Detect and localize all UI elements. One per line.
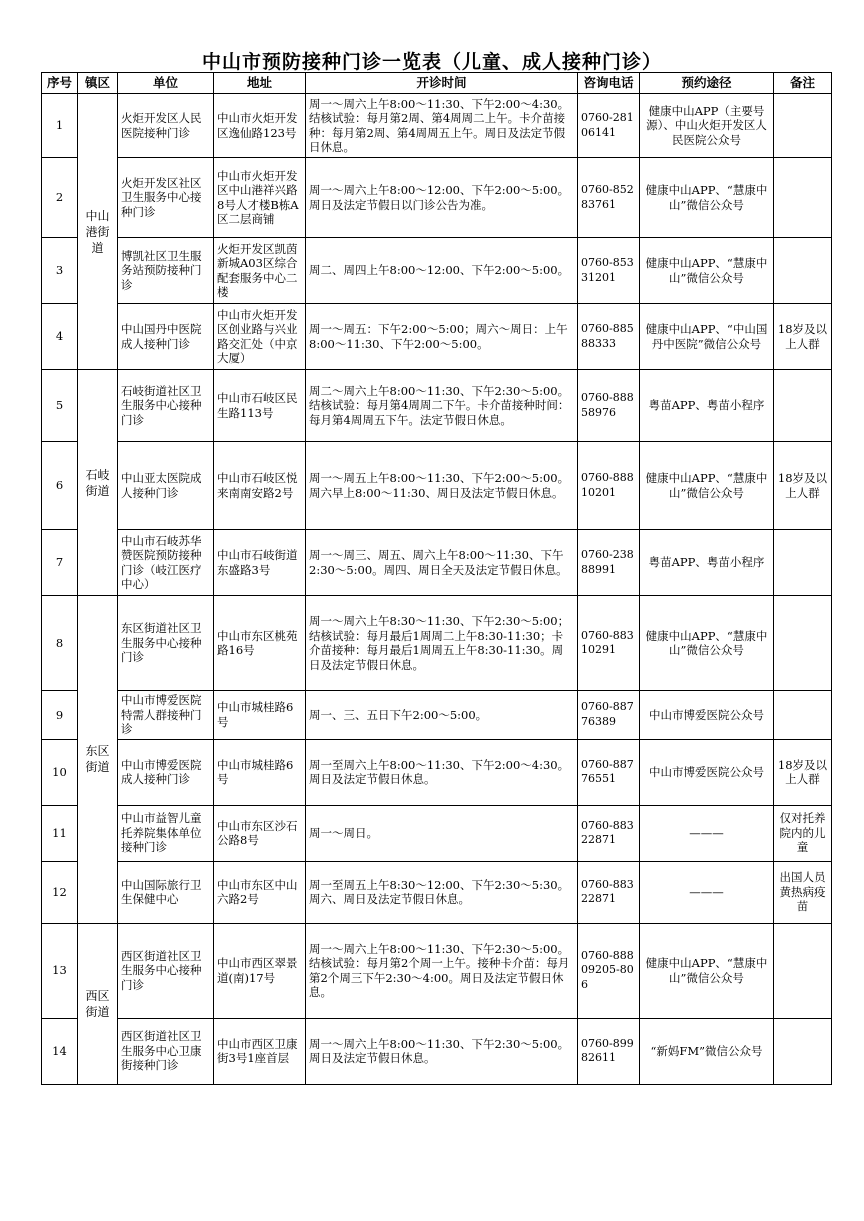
phone-cell: 0760-85331201	[578, 238, 640, 304]
address-cell: 中山市西区翠景道(南)17号	[214, 923, 306, 1018]
district-cell: 中山港街道	[78, 94, 118, 370]
hours-cell: 周二～周六上午8:00～11:30、下午2:30～5:00。结核试验：每月第4周周二下午。卡介苗接种时间：每月第4周周五下午。法定节假日休息。	[306, 370, 578, 442]
table-row	[42, 596, 832, 691]
address-cell: 中山市西区卫康街3号1座首层	[214, 1018, 306, 1084]
seq-cell: 5	[42, 370, 78, 442]
booking-cell: “新妈FM”微信公众号	[640, 1018, 774, 1084]
table-row	[42, 923, 832, 1018]
seq-cell: 3	[42, 238, 78, 304]
note-cell: 18岁及以上人群	[774, 442, 832, 530]
header-phone: 咨询电话	[578, 73, 640, 94]
hours-cell: 周一～周五上午8:00～11:30、下午2:00～5:00。周六早上8:00～11:30、周日及法定节假日休息。	[306, 442, 578, 530]
unit-cell: 西区街道社区卫生服务中心接种门诊	[118, 923, 214, 1018]
phone-cell: 0760-88809205-806	[578, 923, 640, 1018]
unit-cell: 石岐街道社区卫生服务中心接种门诊	[118, 370, 214, 442]
booking-cell: 健康中山APP、“中山国丹中医院”微信公众号	[640, 304, 774, 370]
hours-cell: 周一至周六上午8:00～11:30、下午2:00～4:30。周日及法定节假日休息。	[306, 739, 578, 805]
note-cell: 18岁及以上人群	[774, 739, 832, 805]
note-cell	[774, 596, 832, 691]
table-row	[42, 861, 832, 923]
district-cell: 石岐街道	[78, 370, 118, 596]
unit-cell: 火炬开发区人民医院接种门诊	[118, 94, 214, 158]
phone-cell: 0760-89982611	[578, 1018, 640, 1084]
note-cell: 出国人员黄热病疫苗	[774, 861, 832, 923]
hours-cell: 周一至周五上午8:30～12:00、下午2:30～5:30。周六、周日及法定节假日休息。	[306, 861, 578, 923]
phone-cell: 0760-88810201	[578, 442, 640, 530]
booking-cell: 中山市博爱医院公众号	[640, 691, 774, 740]
table-row	[42, 739, 832, 805]
note-cell	[774, 238, 832, 304]
unit-cell: 中山市博爱医院特需人群接种门诊	[118, 691, 214, 740]
address-cell: 中山市火炬开发区中山港祥兴路8号人才楼B栋A区二层商铺	[214, 158, 306, 238]
phone-cell: 0760-88776389	[578, 691, 640, 740]
header-note: 备注	[774, 73, 832, 94]
booking-cell: 健康中山APP、“慧康中山”微信公众号	[640, 238, 774, 304]
phone-cell: 0760-85283761	[578, 158, 640, 238]
header-district: 镇区	[78, 73, 118, 94]
address-cell: 中山市石岐区民生路113号	[214, 370, 306, 442]
note-cell: 仅对托养院内的儿童	[774, 805, 832, 861]
note-cell	[774, 94, 832, 158]
phone-cell: 0760-88322871	[578, 805, 640, 861]
table-row	[42, 238, 832, 304]
district-cell: 西区街道	[78, 923, 118, 1084]
hours-cell: 周二、周四上午8:00～12:00、下午2:00～5:00。	[306, 238, 578, 304]
booking-cell: ———	[640, 861, 774, 923]
address-cell: 中山市东区沙石公路8号	[214, 805, 306, 861]
table-row	[42, 691, 832, 740]
booking-cell: 粤苗APP、粤苗小程序	[640, 530, 774, 596]
hours-cell: 周一～周日。	[306, 805, 578, 861]
seq-cell: 1	[42, 94, 78, 158]
hours-cell: 周一～周六上午8:00～11:30、下午2:30～5:00。结核试验：每月第2个周一上午。接种卡介苗：每月第2个周三下午2:30～4:00。周日及法定节假日休息。	[306, 923, 578, 1018]
table-row	[42, 530, 832, 596]
seq-cell: 2	[42, 158, 78, 238]
address-cell: 中山市东区中山六路2号	[214, 861, 306, 923]
seq-cell: 13	[42, 923, 78, 1018]
note-cell: 18岁及以上人群	[774, 304, 832, 370]
header-booking: 预约途径	[640, 73, 774, 94]
address-cell: 中山市城桂路6号	[214, 691, 306, 740]
booking-cell: 健康中山APP、“慧康中山”微信公众号	[640, 158, 774, 238]
note-cell	[774, 691, 832, 740]
hours-cell: 周一～周五：下午2:00～5:00；周六～周日：上午8:00～11:30、下午2:00～5:00。	[306, 304, 578, 370]
table-row	[42, 370, 832, 442]
header-address: 地址	[214, 73, 306, 94]
phone-cell: 0760-28106141	[578, 94, 640, 158]
table-row	[42, 1018, 832, 1084]
booking-cell: 健康中山APP（主要号源）、中山火炬开发区人民医院公众号	[640, 94, 774, 158]
phone-cell: 0760-88858976	[578, 370, 640, 442]
note-cell	[774, 1018, 832, 1084]
hours-cell: 周一、三、五日下午2:00～5:00。	[306, 691, 578, 740]
seq-cell: 7	[42, 530, 78, 596]
phone-cell: 0760-88322871	[578, 861, 640, 923]
seq-cell: 14	[42, 1018, 78, 1084]
phone-cell: 0760-88588333	[578, 304, 640, 370]
address-cell: 中山市城桂路6号	[214, 739, 306, 805]
note-cell	[774, 923, 832, 1018]
unit-cell: 中山市石岐苏华赞医院预防接种门诊（岐江医疗中心）	[118, 530, 214, 596]
address-cell: 中山市火炬开发区逸仙路123号	[214, 94, 306, 158]
unit-cell: 中山国际旅行卫生保健中心	[118, 861, 214, 923]
address-cell: 中山市东区桃苑路16号	[214, 596, 306, 691]
hours-cell: 周一～周三、周五、周六上午8:00～11:30、下午2:30～5:00。周四、周日全天及法定节假日休息。	[306, 530, 578, 596]
unit-cell: 中山市益智儿童托养院集体单位接种门诊	[118, 805, 214, 861]
table-row	[42, 304, 832, 370]
seq-cell: 4	[42, 304, 78, 370]
phone-cell: 0760-88310291	[578, 596, 640, 691]
table-row	[42, 442, 832, 530]
hours-cell: 周一～周六上午8:00～12:00、下午2:00～5:00。周日及法定节假日以门诊公告为准。	[306, 158, 578, 238]
seq-cell: 6	[42, 442, 78, 530]
booking-cell: 中山市博爱医院公众号	[640, 739, 774, 805]
seq-cell: 11	[42, 805, 78, 861]
hours-cell: 周一～周六上午8:00～11:30、下午2:30～5:00。周日及法定节假日休息。	[306, 1018, 578, 1084]
hours-cell: 周一～周六上午8:00～11:30、下午2:00～4:30。结核试验：每月第2周、第4周周二上午。卡介苗接种：每月第2周、第4周周五上午。周日及法定节假日休息。	[306, 94, 578, 158]
unit-cell: 东区街道社区卫生服务中心接种门诊	[118, 596, 214, 691]
booking-cell: 健康中山APP、“慧康中山”微信公众号	[640, 442, 774, 530]
unit-cell: 火炬开发区社区卫生服务中心接种门诊	[118, 158, 214, 238]
address-cell: 中山市石岐街道东盛路3号	[214, 530, 306, 596]
table-row	[42, 158, 832, 238]
header-seq: 序号	[42, 73, 78, 94]
seq-cell: 8	[42, 596, 78, 691]
address-cell: 中山市石岐区悦来南南安路2号	[214, 442, 306, 530]
unit-cell: 西区街道社区卫生服务中心卫康街接种门诊	[118, 1018, 214, 1084]
header-unit: 单位	[118, 73, 214, 94]
unit-cell: 博凯社区卫生服务站预防接种门诊	[118, 238, 214, 304]
seq-cell: 12	[42, 861, 78, 923]
address-cell: 中山市火炬开发区创业路与兴业路交汇处（中京大厦）	[214, 304, 306, 370]
booking-cell: 健康中山APP、“慧康中山”微信公众号	[640, 596, 774, 691]
table-row	[42, 94, 832, 158]
unit-cell: 中山市博爱医院成人接种门诊	[118, 739, 214, 805]
seq-cell: 10	[42, 739, 78, 805]
clinic-table	[41, 72, 832, 1085]
note-cell	[774, 158, 832, 238]
header-row	[42, 73, 832, 94]
unit-cell: 中山亚太医院成人接种门诊	[118, 442, 214, 530]
note-cell	[774, 530, 832, 596]
phone-cell: 0760-23888991	[578, 530, 640, 596]
hours-cell: 周一～周六上午8:30～11:30、下午2:30～5:00；结核试验：每月最后1周周二上午8:30-11:30；卡介苗接种：每月最后1周周五上午8:30-11:30。周日及法定节假日休息。	[306, 596, 578, 691]
note-cell	[774, 370, 832, 442]
address-cell: 火炬开发区凯茵新城A03区综合配套服务中心二楼	[214, 238, 306, 304]
phone-cell: 0760-88776551	[578, 739, 640, 805]
booking-cell: 健康中山APP、“慧康中山”微信公众号	[640, 923, 774, 1018]
district-cell: 东区街道	[78, 596, 118, 924]
table-row	[42, 805, 832, 861]
booking-cell: 粤苗APP、粤苗小程序	[640, 370, 774, 442]
seq-cell: 9	[42, 691, 78, 740]
unit-cell: 中山国丹中医院成人接种门诊	[118, 304, 214, 370]
page-title: 中山市预防接种门诊一览表（儿童、成人接种门诊）	[201, 51, 662, 73]
booking-cell: ———	[640, 805, 774, 861]
header-hours: 开诊时间	[306, 73, 578, 94]
